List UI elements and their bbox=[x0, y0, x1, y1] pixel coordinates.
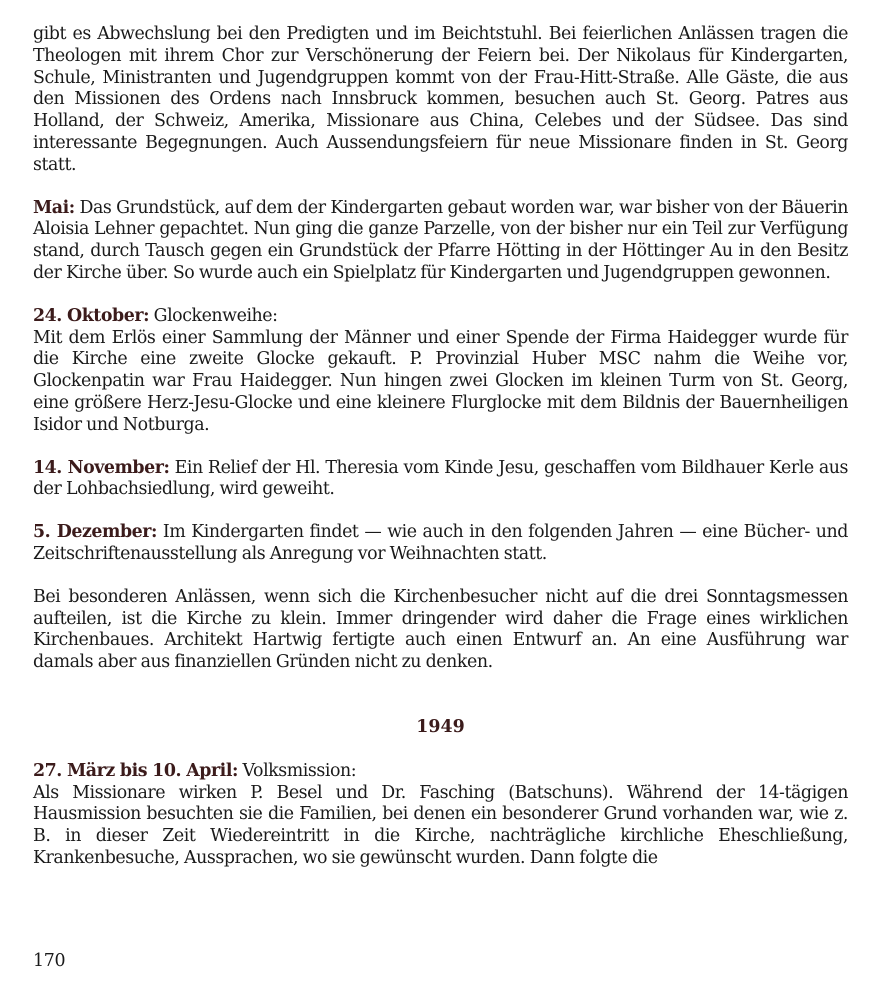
paragraph-may bbox=[33, 198, 848, 285]
text-may: Das Grundstück, auf dem der Kindergarten gebaut worden war, war bisher von der Bäuerin Aloisia Lehner gepachtet. Nun ging die ganze Parzelle, von der bisher nur ein Teil zur Verfügung stand, durch Tausch gegen ein Grundstück der Pfarre Hötting in der Höttinger Au in den Besitz der Kirche über. So wurde auch ein Spielplatz für Kindergarten und Jugendgruppen gewonnen. bbox=[33, 197, 848, 283]
paragraph-mission bbox=[33, 761, 848, 870]
title-mission: Volksmission: bbox=[237, 760, 357, 781]
date-november: 14. November: bbox=[33, 457, 170, 478]
date-october: 24. Oktober: bbox=[33, 305, 150, 326]
paragraph-december bbox=[33, 522, 848, 566]
date-december: 5. Dezember: bbox=[33, 522, 157, 543]
date-may: Mai: bbox=[33, 197, 75, 218]
text-october: Mit dem Erlös einer Sammlung der Männer und einer Spende der Firma Haidegger wurde für die Kirche eine zweite Glocke gekauft. P. Provinzial Huber MSC nahm die Weihe vor, Glockenpatin war Frau Haidegger. Nun hingen zwei Glocken im kleinen Turm von St. Georg, eine größere Herz-Jesu-Glocke und eine kleinere Flurglocke mit dem Bildnis der Bauernheiligen Isidor und Notburga. bbox=[33, 327, 848, 435]
paragraph-november bbox=[33, 458, 848, 502]
text-november: Ein Relief der Hl. Theresia vom Kinde Jesu, geschaffen vom Bildhauer Kerle aus der Lohbachsiedlung, wird geweiht. bbox=[33, 457, 848, 500]
paragraph-intro: gibt es Abwechslung bei den Predigten und im Beichtstuhl. Bei feierlichen Anlässen tragen die Theologen mit ihrem Chor zur Verschönerung der Feiern bei. Der Nikolaus für Kindergarten, Schule, Ministranten und Jugendgruppen kommt von der Frau-Hitt-Straße. Alle Gäste, die aus den Missionen des Ordens nach Innsbruck kommen, besuchen auch St. Georg. Patres aus Holland, der Schweiz, Amerika, Missionare aus China, Celebes und der Südsee. Das sind interessante Begegnungen. Auch Aussendungsfeiern für neue Missionare finden in St. Georg statt. bbox=[33, 24, 848, 175]
paragraph-church-size: Bei besonderen Anlässen, wenn sich die Kirchenbesucher nicht auf die drei Sonntagsmessen aufteilen, ist die Kirche zu klein. Immer dringender wird daher die Frage eines wirklichen Kirchenbaues. Architekt Hartwig fertigte auch einen Entwurf an. An eine Ausführung war damals aber aus finanziellen Gründen nicht zu denken. bbox=[33, 586, 848, 673]
text-december: Im Kindergarten findet — wie auch in den folgenden Jahren — eine Bücher- und Zeitschriftenausstellung als Anregung vor Weihnachten statt. bbox=[33, 522, 848, 564]
year-heading: 1949 bbox=[416, 716, 465, 737]
paragraph-october bbox=[33, 306, 848, 437]
title-october: Glockenweihe: bbox=[149, 305, 278, 326]
page-number: 170 bbox=[33, 951, 66, 971]
text-mission: Als Missionare wirken P. Besel und Dr. Fasching (Batschuns). Während der 14-tägigen Hausmission besuchten sie die Familien, bei denen ein besonderer Grund vorhanden war, wie z. B. in dieser Zeit Wiedereintritt in die Kirche, nachträgliche kirchliche Eheschließung, Krankenbesuche, Aussprachen, wo sie gewünscht wurden. Dann folgte die bbox=[33, 782, 848, 868]
date-mission: 27. März bis 10. April: bbox=[33, 760, 238, 781]
page-body bbox=[33, 24, 848, 870]
